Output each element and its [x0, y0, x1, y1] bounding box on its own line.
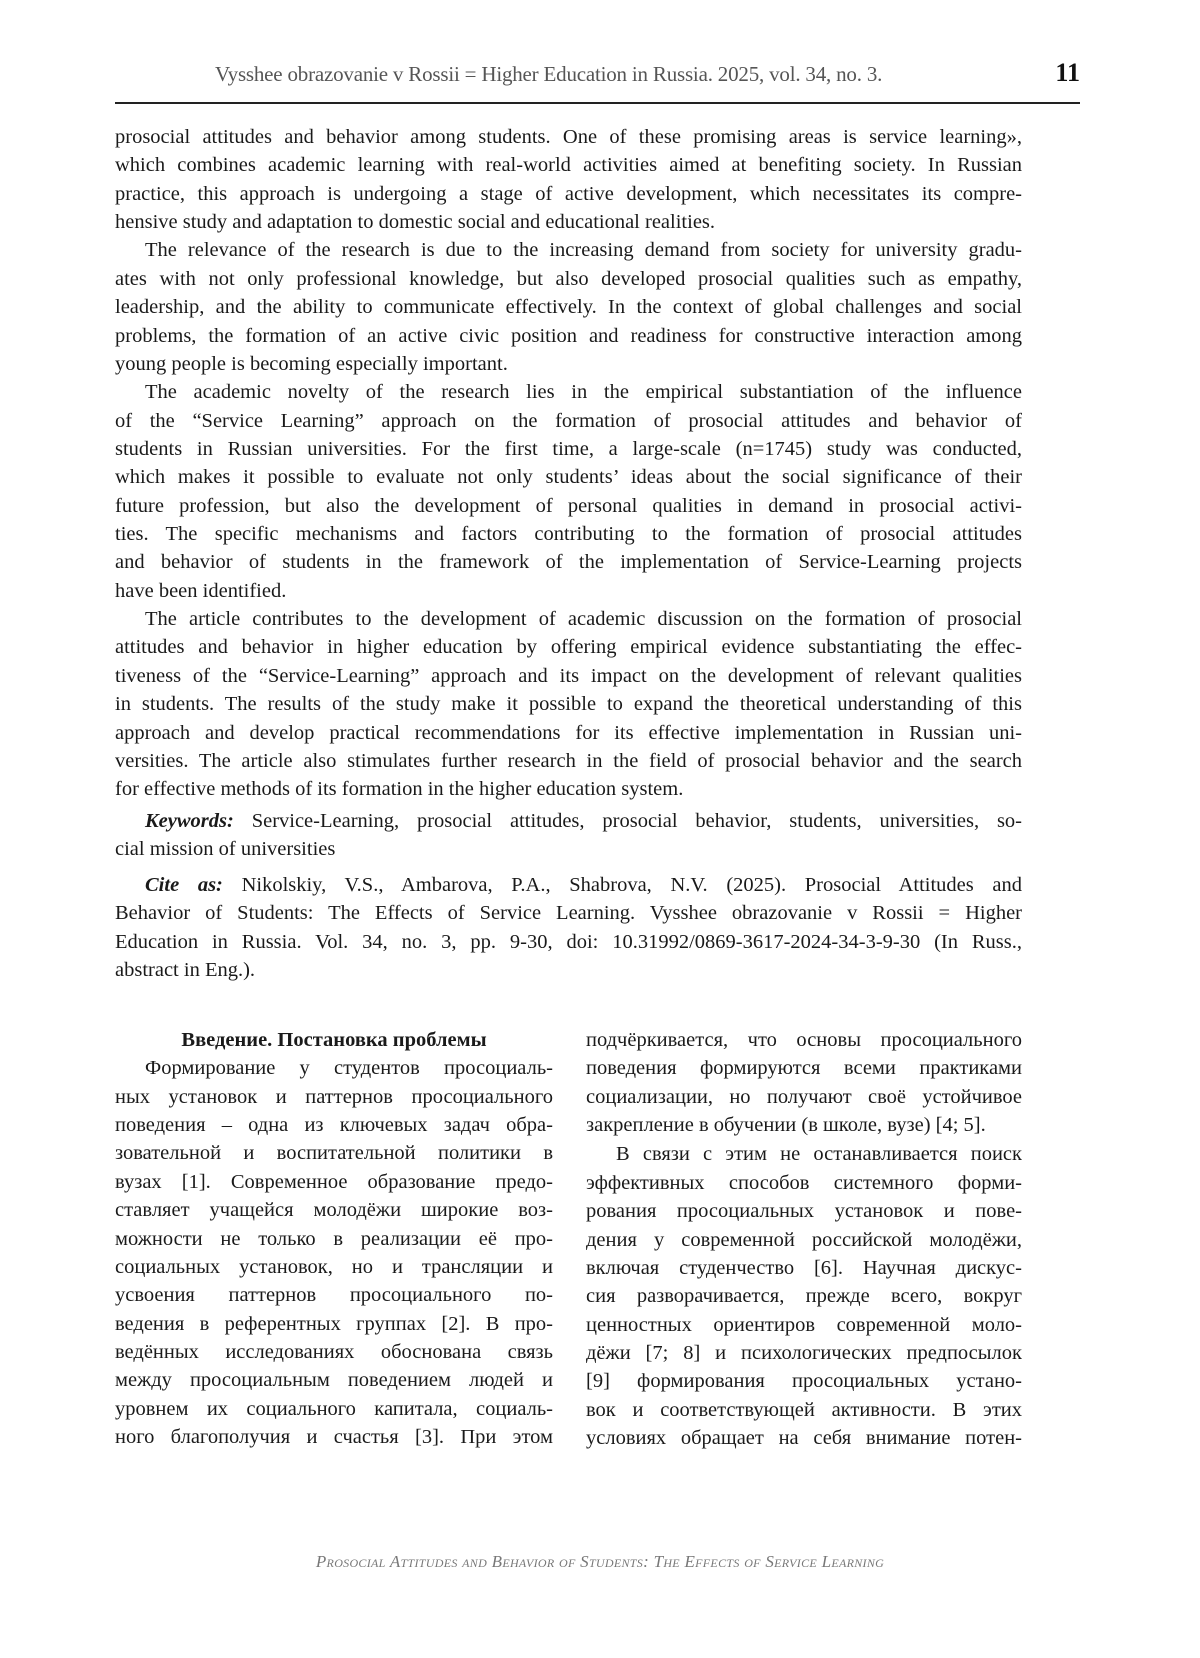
text-line — [115, 1083, 553, 1111]
text-line — [115, 775, 1022, 803]
line-text: future profession, but also the development of personal qualities in demand in prosocial activi- — [115, 494, 1022, 517]
text-line — [586, 1424, 1022, 1452]
text-line — [115, 265, 1022, 293]
text-line — [586, 1140, 1022, 1168]
text-line — [115, 492, 1022, 520]
text-line — [115, 928, 1022, 956]
text-line — [586, 1083, 1022, 1111]
running-header: Vysshee obrazovanie v Rossii = Higher Education in Russia. 2025, vol. 34, no. 3. — [215, 62, 883, 86]
line-text: prosocial attitudes and behavior among students. One of these promising areas is service learning», — [115, 126, 1022, 148]
line-text: ведённых исследованиях обоснована связь — [115, 1340, 553, 1363]
text-line — [115, 350, 1022, 378]
line-text: Введение. Постановка проблемы — [181, 1029, 487, 1051]
line-text: ного благополучия и счастья [3]. При этом — [115, 1426, 553, 1449]
text-line — [115, 123, 1022, 151]
line-text: Education in Russia. Vol. 34, no. 3, pp. 9-30, doi: 10.31992/0869-3617-2024-34-3-9-30 (In Russ., — [115, 930, 1022, 953]
line-text: have been identified. — [115, 579, 287, 602]
text-line — [586, 1339, 1022, 1367]
line-text: ценностных ориентиров современной моло- — [586, 1313, 1022, 1336]
right-column — [586, 1026, 1022, 1452]
text-line — [586, 1226, 1022, 1254]
line-text: сия разворачивается, прежде всего, вокруг — [586, 1285, 1022, 1308]
line-text: cial mission of universities — [115, 838, 336, 861]
text-line — [586, 1367, 1022, 1395]
text-line — [115, 807, 1022, 835]
line-text: социализации, но получают своё устойчивое — [586, 1085, 1022, 1108]
text-line — [115, 1253, 553, 1281]
text-line — [115, 548, 1022, 576]
label: Keywords: — [145, 810, 234, 832]
line-text: вузах [1]. Современное образование предо- — [115, 1170, 553, 1193]
text-line — [586, 1396, 1022, 1424]
text-line — [115, 1310, 553, 1338]
line-text: hensive study and adaptation to domestic social and educational realities. — [115, 211, 716, 234]
text-line — [115, 577, 1022, 605]
text-line — [115, 605, 1022, 633]
section-heading — [115, 1026, 553, 1054]
text-line — [115, 463, 1022, 491]
citation — [115, 871, 1022, 984]
line-text: approach and develop practical recommendations for its effective implementation in Russian uni- — [115, 721, 1022, 744]
line-text: for effective methods of its formation in the higher education system. — [115, 778, 684, 801]
line-text: versities. The article also stimulates further research in the field of prosocial behavior and the search — [115, 749, 1022, 772]
text-line — [115, 1196, 553, 1224]
line-text: and behavior of students in the framework of the implementation of Service-Learning projects — [115, 551, 1022, 574]
keywords — [115, 807, 1022, 864]
line-text: abstract in Eng.). — [115, 959, 256, 982]
text-line — [586, 1026, 1022, 1054]
line-text: The article contributes to the development of academic discussion on the formation of prosocial — [145, 608, 1022, 631]
line-text: of the “Service Learning” approach on the formation of prosocial attitudes and behavior of — [115, 409, 1022, 432]
text-line — [115, 633, 1022, 661]
line-text: зовательной и воспитательной политики в — [115, 1142, 553, 1165]
left-column — [115, 1026, 553, 1451]
text-line — [115, 719, 1022, 747]
line-text: между просоциальным поведением людей и — [115, 1369, 553, 1392]
text-line — [115, 236, 1022, 264]
line-text: Формирование у студентов просоциаль- — [145, 1057, 553, 1080]
line-text: В связи с этим не останавливается поиск — [616, 1143, 1022, 1166]
text-line — [115, 1366, 553, 1394]
line-text: дения у современной российской молодёжи, — [586, 1228, 1022, 1251]
line-text: включая студенчество [6]. Научная дискус- — [586, 1256, 1022, 1279]
line-text: Behavior of Students: The Effects of Service Learning. Vysshee obrazovanie v Rossii = Higher — [115, 902, 1022, 925]
text-line — [586, 1311, 1022, 1339]
line-text: practice, this approach is undergoing a stage of active development, which necessitates its compre- — [115, 182, 1022, 205]
text-line — [115, 322, 1022, 350]
header-rule — [115, 102, 1080, 104]
line-text: можности не только в реализации её про- — [115, 1227, 553, 1250]
text-line — [115, 208, 1022, 236]
running-footer: Prosocial Attitudes and Behavior of Students: The Effects of Service Learning — [315, 1552, 885, 1571]
line-text: problems, the formation of an active civic position and readiness for constructive interaction among — [115, 324, 1022, 347]
text-line — [115, 1338, 553, 1366]
line-text: закрепление в обучении (в школе, вузе) [4; 5]. — [586, 1114, 986, 1137]
text-line — [115, 835, 1022, 863]
text-line — [115, 1395, 553, 1423]
text-line — [115, 690, 1022, 718]
text-line — [115, 1281, 553, 1309]
line-text: which combines academic learning with real-world activities aimed at benefiting society. In Russian — [115, 154, 1022, 177]
text-line — [115, 293, 1022, 321]
line-text: вок и соответствующей активности. В этих — [586, 1398, 1022, 1421]
line-text: усвоения паттернов просоциального по- — [115, 1284, 553, 1307]
page-number: 11 — [1055, 58, 1080, 87]
line-text: Nikolskiy, V.S., Ambarova, P.A., Shabrova, N.V. (2025). Prosocial Attitudes and — [241, 874, 1022, 896]
line-text: социальных установок, но и трансляции и — [115, 1255, 553, 1278]
text-line — [115, 1225, 553, 1253]
line-text: рования просоциальных установок и пове- — [586, 1200, 1022, 1223]
text-line — [586, 1197, 1022, 1225]
text-line — [115, 435, 1022, 463]
line-text: The academic novelty of the research lies in the empirical substantiation of the influence — [145, 381, 1022, 404]
text-line — [115, 407, 1022, 435]
text-line — [115, 520, 1022, 548]
line-text: ставляет учащейся молодёжи широкие воз- — [115, 1199, 553, 1222]
label: Cite as: — [145, 874, 223, 896]
line-text: Service-Learning, prosocial attitudes, prosocial behavior, students, universities, so- — [251, 810, 1022, 832]
text-line — [115, 1054, 553, 1082]
text-line — [115, 956, 1022, 984]
line-text: ates with not only professional knowledge, but also developed prosocial qualities such as empathy, — [115, 267, 1022, 290]
text-line — [115, 1168, 553, 1196]
line-text: подчёркивается, что основы просоциального — [586, 1029, 1022, 1051]
text-line — [115, 747, 1022, 775]
line-text: ведения в референтных группах [2]. В про- — [115, 1312, 553, 1335]
line-text: [9] формирования просоциальных устано- — [586, 1370, 1022, 1393]
text-line — [115, 378, 1022, 406]
text-line — [586, 1169, 1022, 1197]
text-line — [586, 1254, 1022, 1282]
text-line — [586, 1111, 1022, 1139]
line-text: условиях обращает на себя внимание потен- — [586, 1427, 1022, 1450]
text-line — [115, 1139, 553, 1167]
line-text: young people is becoming especially important. — [115, 352, 508, 375]
line-text: поведения – одна из ключевых задач обра- — [115, 1114, 553, 1137]
text-line — [115, 899, 1022, 927]
line-text: эффективных способов системного форми- — [586, 1171, 1022, 1194]
text-line — [115, 151, 1022, 179]
line-text: students in Russian universities. For the first time, a large-scale (n=1745) study was conducted, — [115, 437, 1022, 460]
line-text: which makes it possible to evaluate not only students’ ideas about the social significance of their — [115, 466, 1022, 489]
text-line — [115, 1111, 553, 1139]
line-text: leadership, and the ability to communicate effectively. In the context of global challenges and social — [115, 296, 1022, 319]
line-text: in students. The results of the study make it possible to expand the theoretical understanding of this — [115, 693, 1022, 716]
line-text: The relevance of the research is due to the increasing demand from society for university gradu- — [145, 239, 1022, 262]
line-text: ных установок и паттернов просоциального — [115, 1085, 553, 1108]
line-text: дёжи [7; 8] и психологических предпосылок — [586, 1341, 1022, 1364]
text-line — [115, 180, 1022, 208]
line-text: attitudes and behavior in higher education by offering empirical evidence substantiating the effec- — [115, 636, 1022, 659]
line-text: уровнем их социального капитала, социаль- — [115, 1397, 553, 1420]
line-text: ties. The specific mechanisms and factors contributing to the formation of prosocial attitudes — [115, 523, 1022, 546]
text-line — [115, 662, 1022, 690]
line-text: поведения формируются всеми практиками — [586, 1057, 1022, 1080]
text-line — [586, 1282, 1022, 1310]
line-text: tiveness of the “Service-Learning” approach and its impact on the development of relevant qualities — [115, 664, 1022, 687]
abstract — [115, 123, 1022, 804]
text-line — [115, 871, 1022, 899]
text-line — [586, 1054, 1022, 1082]
text-line — [115, 1423, 553, 1451]
